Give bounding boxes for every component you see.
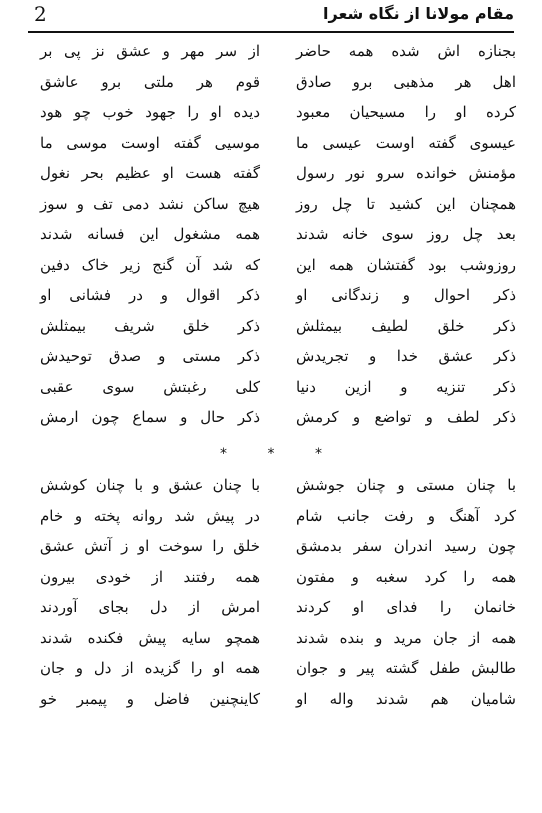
first-hemistich: ذکر احوال و زندگانی او [296, 286, 516, 304]
first-hemistich: کرد آهنگ و رفت جانب شام [296, 506, 516, 525]
first-hemistich: همچنان این کشید تا چل روز [296, 194, 516, 213]
second-hemistich: قوم هر ملتی برو عاشق [40, 72, 260, 91]
couplet [40, 501, 516, 532]
second-hemistich: با چنان عشق و با چنان کوشش [40, 476, 260, 494]
first-hemistich: همه را کرد سغبه و مفتون [296, 567, 516, 586]
second-hemistich: خلق را سوخت او ز آتش عشق [40, 537, 260, 555]
second-hemistich: ذکر حال و سماع چون ارمش [40, 408, 260, 426]
couplet [40, 372, 516, 403]
second-hemistich: در پیش شد روانه پخته و خام [40, 506, 260, 525]
couplet [40, 311, 516, 342]
first-hemistich: عیسوی گفته اوست عیسی ما [296, 133, 516, 152]
couplet [40, 128, 516, 159]
second-hemistich: کلی رغبتش سوی عقبی [40, 377, 260, 396]
couplet [40, 36, 516, 67]
running-title: مقام مولانا از نگاه شعرا [323, 4, 514, 23]
second-hemistich: همچو سایه پیش فکنده شدند [40, 628, 260, 647]
couplet [40, 158, 516, 189]
header-rule [28, 31, 514, 33]
second-hemistich: ذکر خلق شریف بیمثلش [40, 316, 260, 335]
couplet [40, 402, 516, 433]
second-hemistich: دیده او را جهود خوب چو هود [40, 103, 260, 121]
second-hemistich: کاینچنین فاضل و پیمبر خو [40, 689, 260, 708]
second-hemistich: گفته هست او عظیم بحر نغول [40, 164, 260, 182]
couplet [40, 592, 516, 623]
first-hemistich: مؤمنش خوانده سرو نور رسول [296, 164, 516, 182]
second-hemistich: همه رفتند از خودی بیرون [40, 567, 260, 586]
first-hemistich: اهل هر مذهبی برو صادق [296, 72, 516, 91]
poem-stanza-2 [40, 470, 516, 714]
first-hemistich: ذکر عشق خدا و تجریدش [296, 347, 516, 365]
couplet [40, 684, 516, 715]
first-hemistich: چون رسید اندران سفر بدمشق [296, 537, 516, 555]
second-hemistich: از سر مهر و عشق نز پی بر [40, 42, 260, 60]
couplet [40, 97, 516, 128]
couplet [40, 531, 516, 562]
second-hemistich: همه مشغول این فسانه شدند [40, 225, 260, 243]
first-hemistich: بعد چل روز سوی خانه شدند [296, 225, 516, 243]
first-hemistich: ذکر لطف و تواضع و کرمش [296, 408, 516, 426]
poem-stanza-1 [40, 36, 516, 433]
first-hemistich: ذکر خلق لطیف بیمثلش [296, 316, 516, 335]
first-hemistich: روزوشب بود گفتشان همه این [296, 255, 516, 274]
couplet [40, 189, 516, 220]
second-hemistich: امرش از دل بجای آوردند [40, 598, 260, 616]
first-hemistich: شامیان هم شدند واله او [296, 689, 516, 708]
couplet [40, 653, 516, 684]
couplet [40, 562, 516, 593]
second-hemistich: که شد آن گنج زیر خاک دفین [40, 255, 260, 274]
first-hemistich: با چنان مستی و چنان جوشش [296, 476, 516, 494]
section-divider: * * * [220, 446, 340, 462]
couplet [40, 623, 516, 654]
couplet [40, 341, 516, 372]
first-hemistich: ذکر تنزیه و ازین دنیا [296, 377, 516, 396]
first-hemistich: بجنازه اش شده همه حاضر [296, 42, 516, 60]
second-hemistich: هیچ ساکن نشد دمی تف و سوز [40, 194, 260, 213]
running-header [28, 2, 514, 30]
couplet [40, 250, 516, 281]
first-hemistich: کرده او را مسیحیان معبود [296, 103, 516, 121]
first-hemistich: خانمان را فدای او کردند [296, 598, 516, 616]
couplet [40, 67, 516, 98]
second-hemistich: موسیی گفته اوست موسی ما [40, 133, 260, 152]
couplet [40, 470, 516, 501]
first-hemistich: طالبش طفل گشته پیر و جوان [296, 659, 516, 677]
couplet [40, 219, 516, 250]
first-hemistich: همه از جان مرید و بنده شدند [296, 628, 516, 647]
page-number: 2 [34, 2, 47, 26]
second-hemistich: ذکر مستی و صدق توحیدش [40, 347, 260, 365]
couplet [40, 280, 516, 311]
second-hemistich: ذکر اقوال و در فشانی او [40, 286, 260, 304]
second-hemistich: همه او را گزیده از دل و جان [40, 659, 260, 677]
